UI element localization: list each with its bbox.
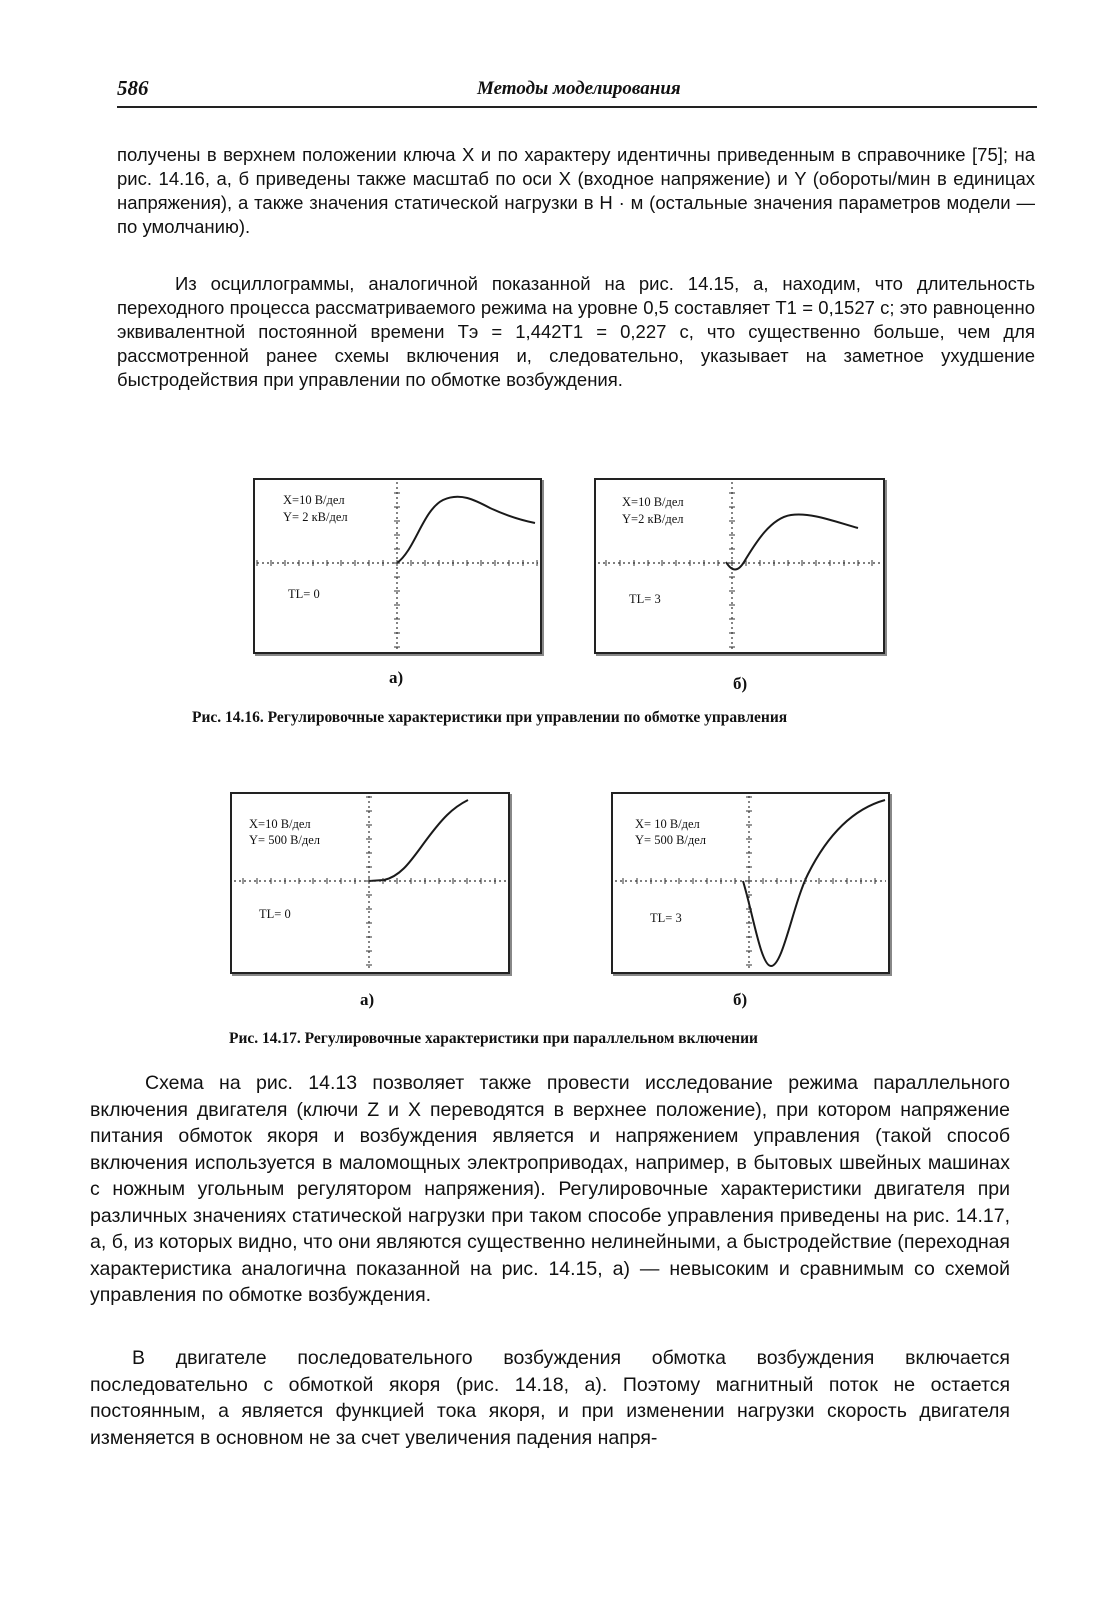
oscillogram-14-17-a <box>230 792 510 974</box>
figure-caption-14-16: Рис. 14.16. Регулировочные характеристики при управлении по обмотке управления <box>192 709 788 726</box>
response-curve <box>369 800 468 881</box>
response-curve <box>743 800 885 966</box>
panel-label-b: б) <box>733 674 748 693</box>
x-scale-label: X= 10 В/дел <box>635 817 700 831</box>
y-scale-label: Y=2 кВ/дел <box>622 512 684 526</box>
response-curve <box>397 497 535 563</box>
x-scale-label: X=10 В/дел <box>249 817 311 831</box>
y-scale-label: Y= 500 В/дел <box>249 833 321 847</box>
paragraph-3: Схема на рис. 14.13 позволяет также провести исследование режима параллельного включения двигателя (ключи Z и X переводятся в верхнее положение), при котором напряжение питания обмоток якоря и возбуждения является и напряжением управления (такой способ включения используется в маломощных электроприводах, например, в бытовых швейных машинах с ножным угольным регулятором напряжения). Регулировочные характеристики двигателя при различных значениях статической нагрузки при таком способе управления приведены на рис. 14.17, а, б, из которых видно, что они являются существенно нелинейными, а быстродействие (переходная характеристика аналогична показанной на рис. 14.15, а) — невысоким и сравнимым со схемой управления по обмотке возбуждения. <box>90 1072 1010 1306</box>
panel-label-b: б) <box>733 990 748 1009</box>
page-number: 586 <box>117 76 149 100</box>
load-label: TL= 3 <box>629 592 661 606</box>
running-head <box>117 76 1037 108</box>
x-scale-label: X=10 В/дел <box>283 493 345 507</box>
panel-label-a: а) <box>389 668 404 687</box>
load-label: TL= 3 <box>650 911 682 925</box>
load-label: TL= 0 <box>288 587 320 601</box>
y-scale-label: Y= 500 В/дел <box>635 833 707 847</box>
oscillogram-14-16-b <box>594 478 885 654</box>
figure-caption-14-17: Рис. 14.17. Регулировочные характеристики при параллельном включении <box>229 1030 758 1047</box>
oscillogram-14-17-b <box>611 792 890 974</box>
chapter-title: Методы моделирования <box>477 78 681 99</box>
x-scale-label: X=10 В/дел <box>622 495 684 509</box>
oscillogram-14-16-a <box>253 478 542 654</box>
paragraph-2: Из осциллограммы, аналогичной показанной на рис. 14.15, а, находим, что длительность переходного процесса рассматриваемого режима на уровне 0,5 составляет T1 = 0,1527 с; это равноценно эквивалентной постоянной времени Tэ = 1,442T1 = 0,227 с, что существенно больше, чем для рассмотренной ранее схемы включения и, следовательно, указывает на заметное ухудшение быстродействия при управлении по обмотке возбуждения. <box>117 273 1035 390</box>
load-label: TL= 0 <box>259 907 291 921</box>
panel-label-a: а) <box>360 990 375 1009</box>
y-scale-label: Y= 2 кВ/дел <box>283 510 348 524</box>
paragraph-1: получены в верхнем положении ключа X и по характеру идентичны приведенным в справочнике [75]; на рис. 14.16, а, б приведены также масштаб по оси X (входное напряжение) и Y (обороты/мин в единицах напряжения), а также значения статической нагрузки в Н · м (остальные значения параметров модели — по умолчанию). <box>117 144 1035 237</box>
paragraph-4: В двигателе последовательного возбуждения обмотка возбуждения включается последовательно с обмоткой якоря (рис. 14.18, а). Поэтому магнитный поток не остается постоянным, а является функцией тока якоря, и при изменении нагрузки скорость двигателя изменяется в основном не за счет увеличения падения напря- <box>90 1347 1010 1449</box>
